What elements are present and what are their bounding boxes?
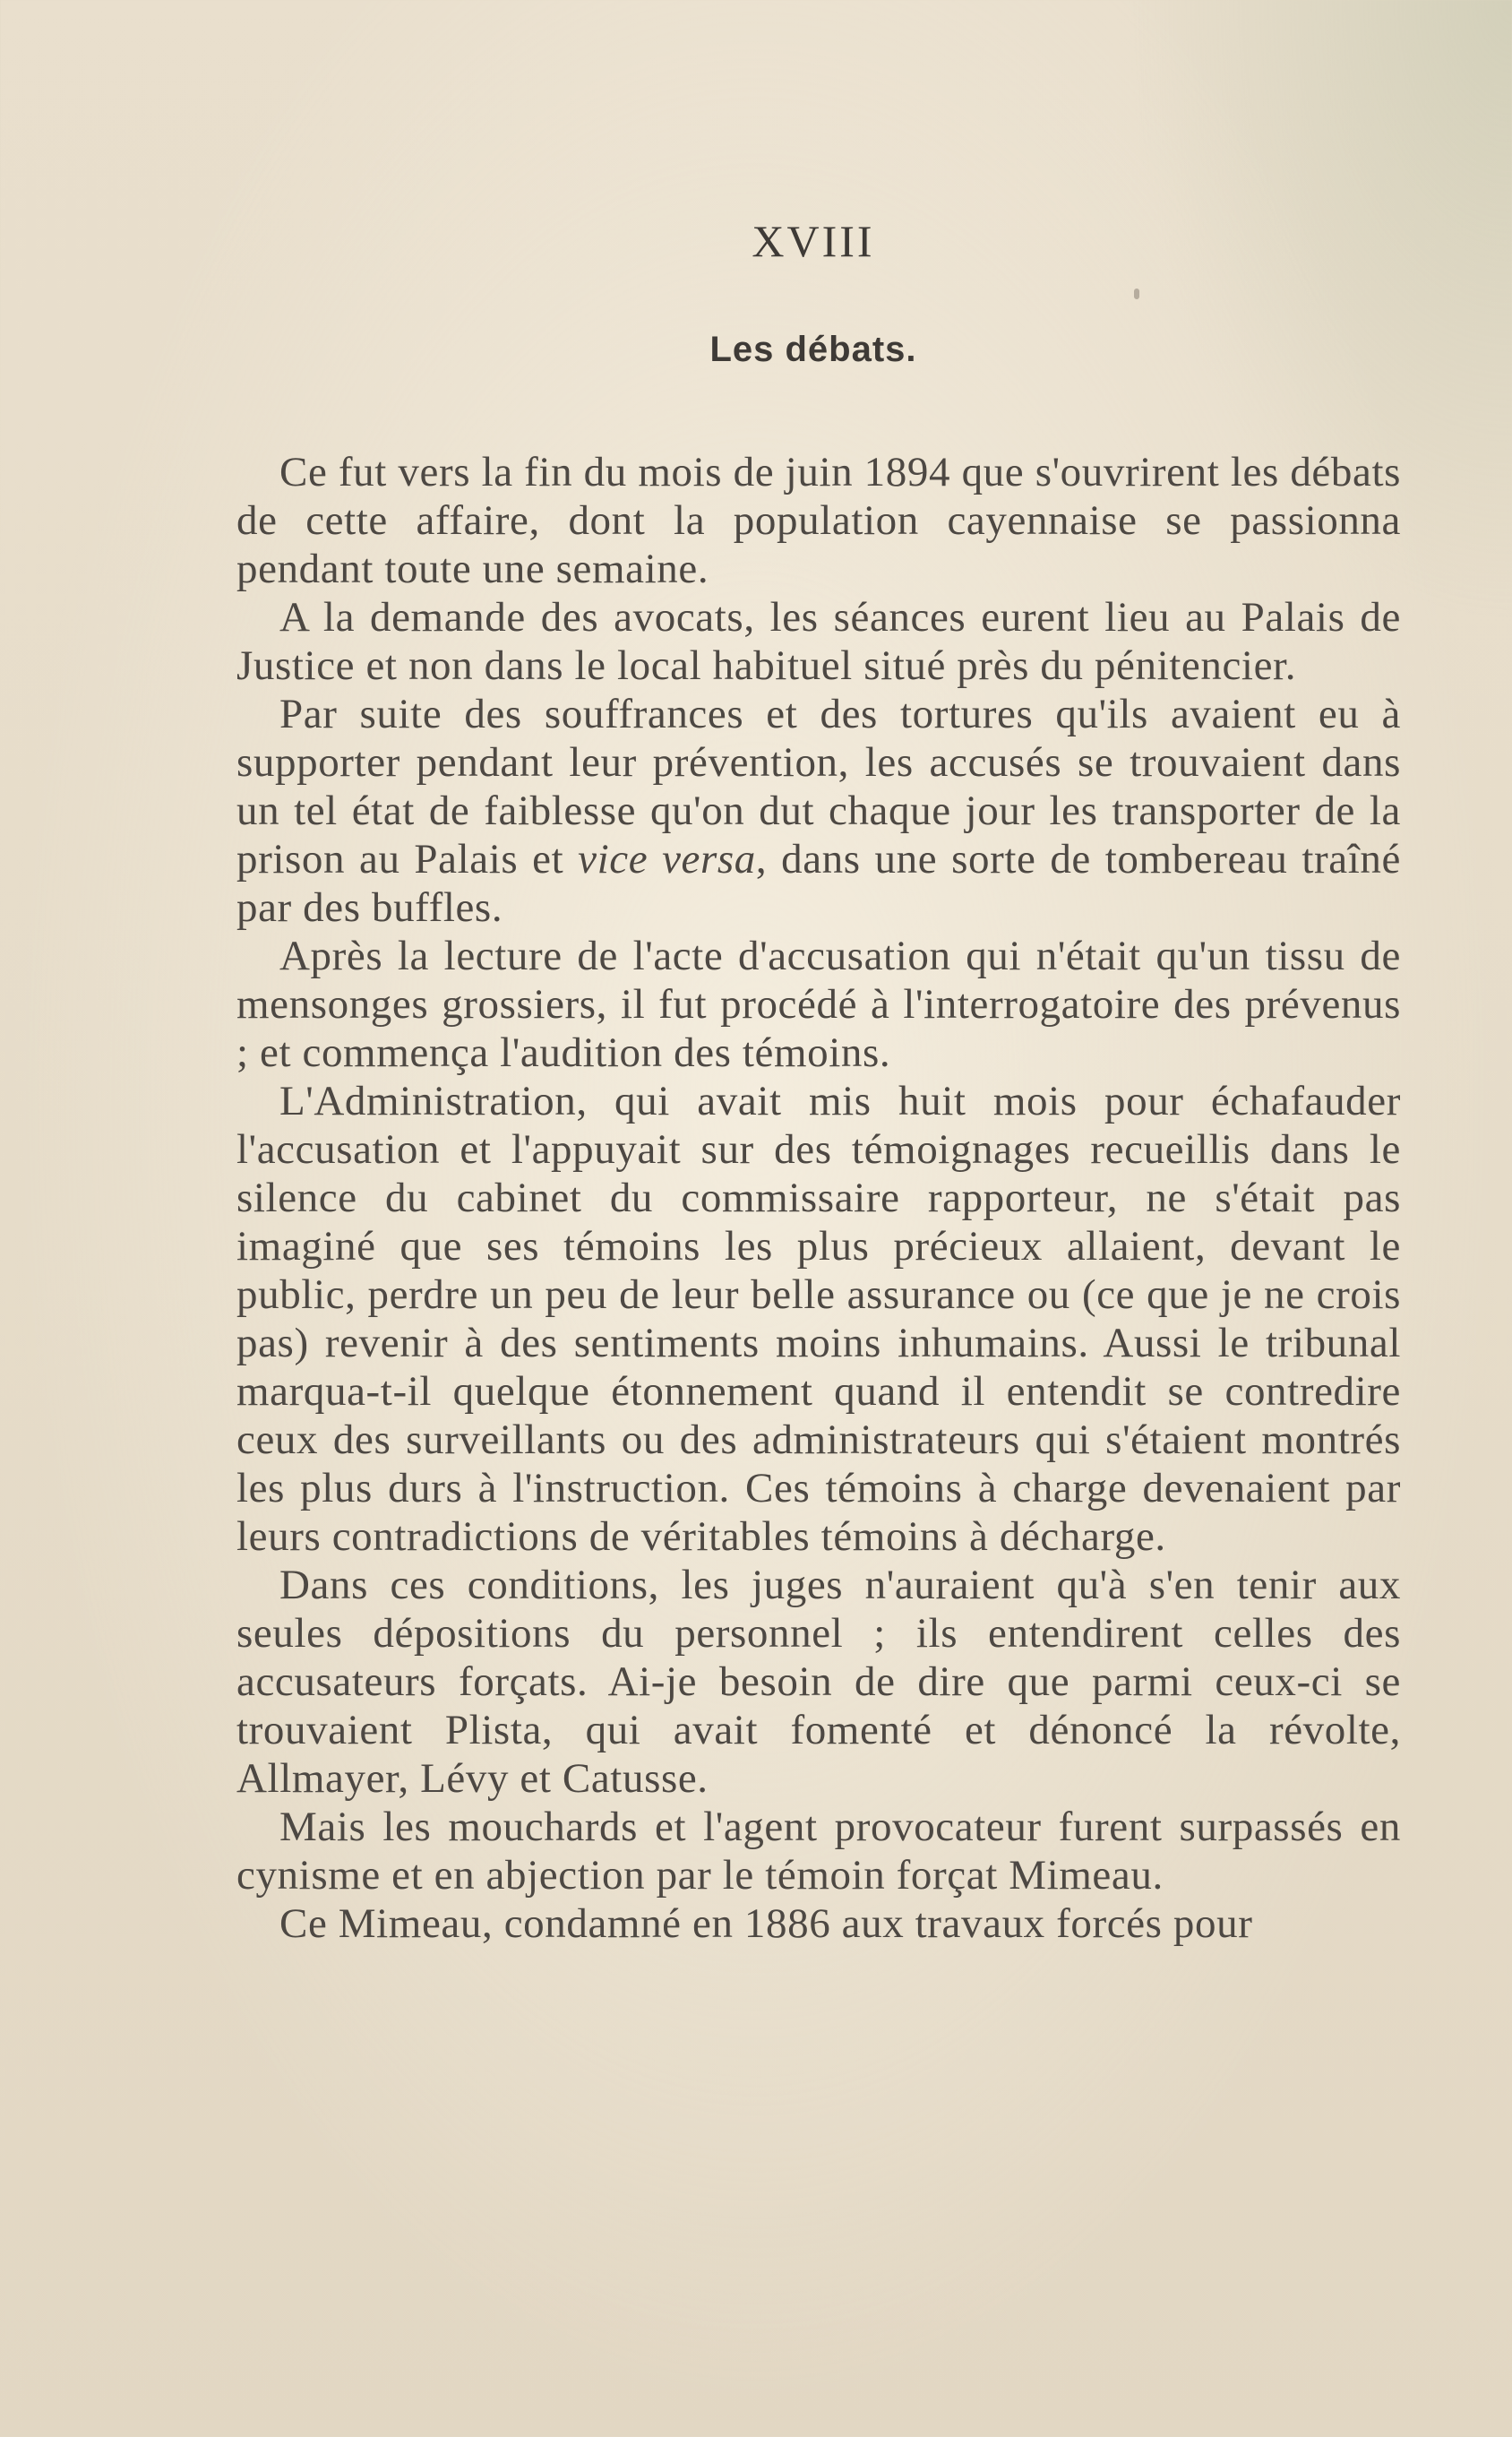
paragraph-6: Dans ces conditions, les juges n'auraient qu'à s'en tenir aux seules dépositions du personnel ; ils entendirent celles des accusateurs forçats. Ai-je besoin de dire que parmi ceux-ci se trouvaient Plista, qui avait fomenté et dénoncé la révolte, Allmayer, Lévy et Catusse. [236, 1562, 1401, 1802]
paragraph-3-text-before: Par suite des souffrances et des tortures qu'ils avaient eu à supporter pendant leur prévention, les accusés se trouvaient dans un tel état de faiblesse qu'on dut chaque jour les transporter de la prison au Palais et [236, 691, 1401, 883]
italic-latin-phrase: vice versa [578, 836, 756, 883]
paragraph-2: A la demande des avocats, les séances eurent lieu au Palais de Justice et non dans le local habituel situé près du pénitencier. [236, 594, 1401, 689]
body-text [236, 448, 1401, 1948]
paragraph-7: Mais les mouchards et l'agent provocateur furent surpassés en cynisme et en abjection par le témoin forçat Mimeau. [236, 1804, 1401, 1899]
paragraph-5: L'Administration, qui avait mis huit mois pour échafauder l'accusation et l'appuyait sur des témoignages recueillis dans le silence du cabinet du commissaire rapporteur, ne s'était pas imaginé que ses témoins les plus précieux allaient, devant le public, perdre un peu de leur belle assurance ou (ce que je ne crois pas) revenir à des sentiments moins inhumains. Aussi le tribunal marqua-t-il quelque étonnement quand il entendit se contredire ceux des surveillants ou des administrateurs qui s'étaient montrés les plus durs à l'instruction. Ces témoins à charge devenaient par leurs contradictions de véritables témoins à décharge. [236, 1078, 1401, 1560]
paragraph-1: Ce fut vers la fin du mois de juin 1894 que s'ouvrirent les débats de cette affaire, dont la population cayennaise se passionna pendant toute une semaine. [236, 449, 1401, 592]
paragraph-4: Après la lecture de l'acte d'accusation qui n'était qu'un tissu de mensonges grossiers, il fut procédé à l'interrogatoire des prévenus ; et commença l'audition des témoins. [236, 933, 1401, 1076]
paragraph-3-text-after: , dans une sorte de tombereau traîné par des buffles. [236, 836, 1401, 931]
ink-speck [1134, 288, 1139, 299]
paragraph-3 [236, 690, 1401, 932]
chapter-title: Les débats. [709, 330, 917, 369]
paragraph-8: Ce Mimeau, condamné en 1886 aux travaux forcés pour [279, 1900, 1253, 1947]
chapter-number: XVIII [752, 216, 875, 266]
